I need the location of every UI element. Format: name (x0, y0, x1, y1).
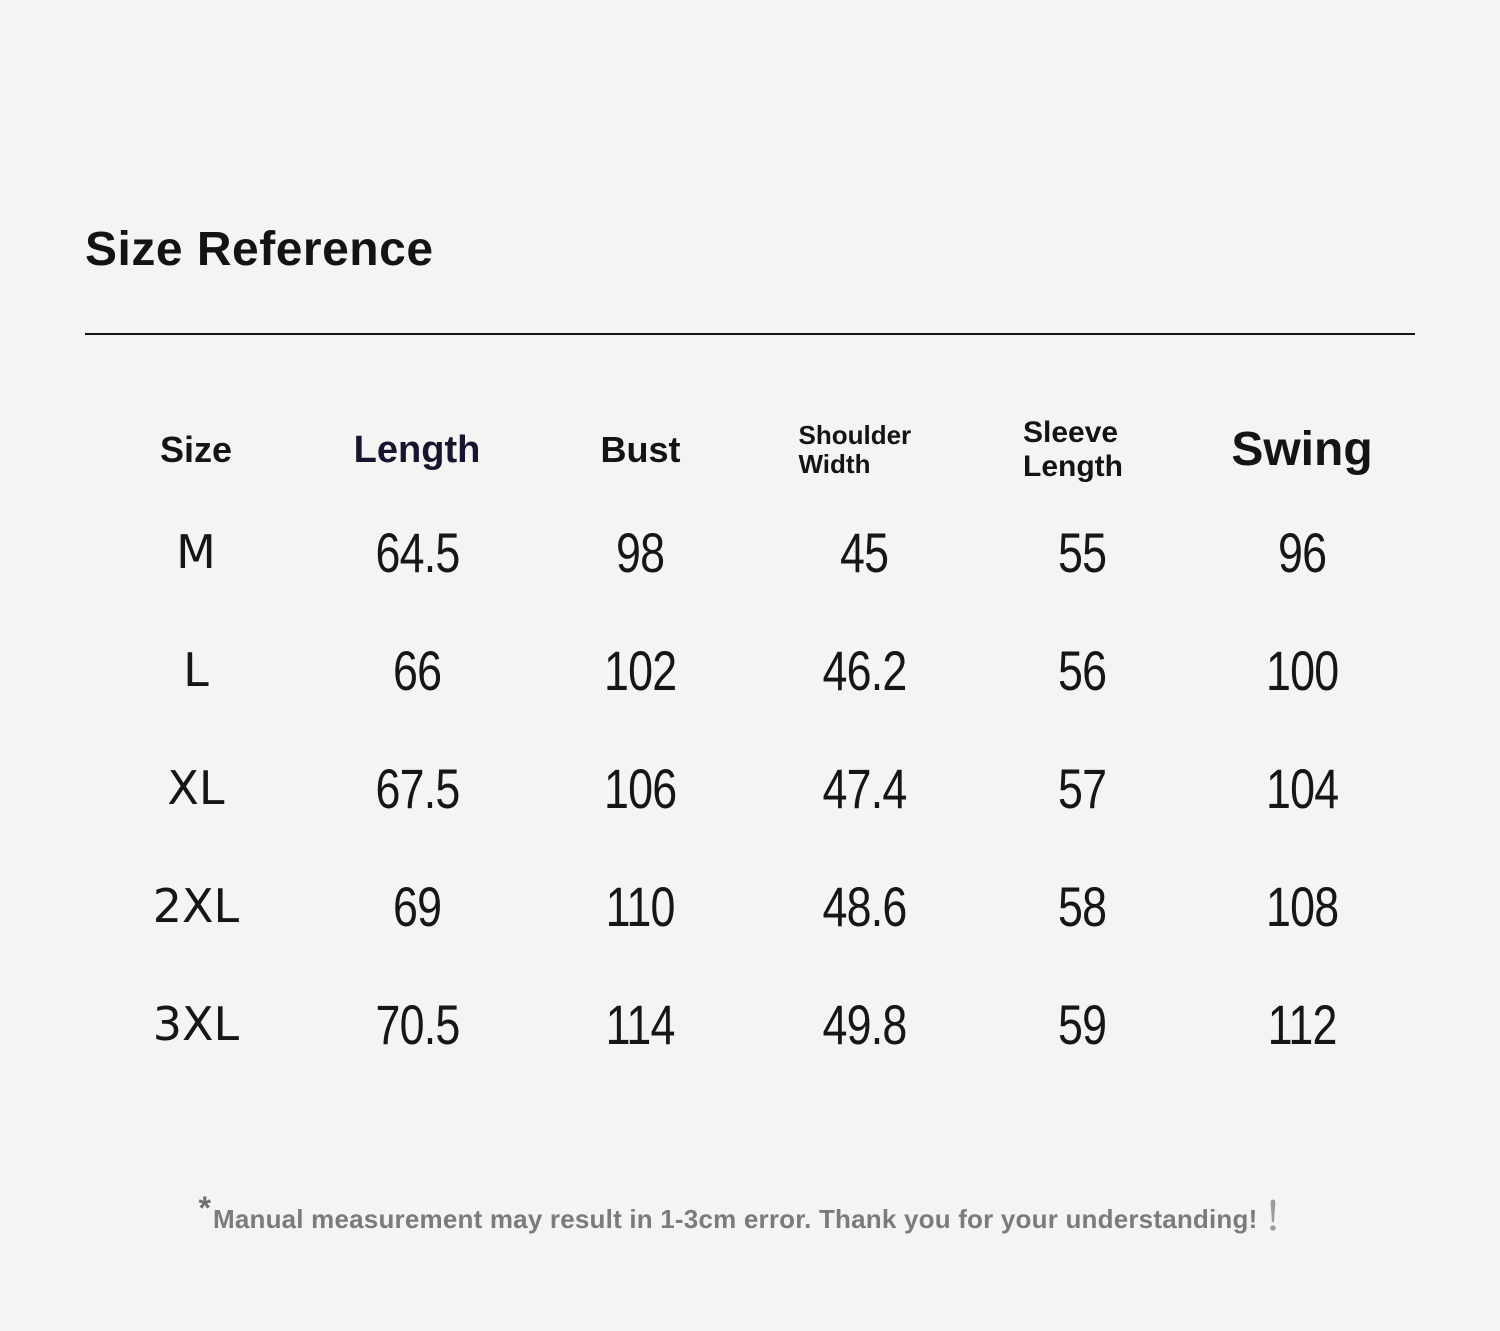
swing-cell: 112 (1267, 992, 1337, 1056)
swing-cell: 108 (1265, 874, 1339, 938)
size-cell: 3XL (152, 997, 240, 1051)
shoulder-width-cell: 45 (840, 520, 889, 584)
table-row-m (85, 493, 1415, 611)
footnote-exclamation: ！ (1263, 1197, 1302, 1239)
table-row-2xl (85, 847, 1415, 965)
sleeve-length-cell: 55 (1057, 520, 1107, 584)
table-header-row (85, 407, 1415, 493)
bust-cell: 98 (616, 520, 665, 584)
table-row-xl (85, 729, 1415, 847)
column-header-shoulder-width: Shoulder Width (798, 419, 912, 479)
table-row-l (85, 611, 1415, 729)
bust-cell: 110 (605, 874, 676, 938)
bust-cell: 114 (605, 992, 676, 1056)
shoulder-width-cell: 49.8 (822, 992, 907, 1056)
shoulder-width-cell: 47.4 (822, 756, 907, 820)
sleeve-length-cell: 57 (1057, 756, 1107, 820)
table-row-3xl (85, 965, 1415, 1083)
bust-cell: 102 (604, 638, 677, 702)
column-header-bust: Bust (600, 428, 681, 470)
shoulder-width-cell: 46.2 (822, 638, 907, 702)
footnote-text: Manual measurement may result in 1-3cm error. Thank you for your understanding! (212, 1204, 1258, 1234)
sleeve-length-cell: 59 (1057, 992, 1107, 1056)
length-cell: 66 (392, 638, 442, 702)
sleeve-length-cell: 58 (1057, 874, 1107, 938)
footnote (0, 1186, 1500, 1241)
length-cell: 67.5 (375, 756, 459, 820)
size-table (85, 407, 1415, 1083)
divider-line (85, 333, 1415, 335)
swing-cell: 100 (1265, 638, 1339, 702)
bust-cell: 106 (604, 756, 677, 820)
size-cell: XL (167, 761, 225, 815)
size-cell: M (176, 525, 216, 579)
swing-cell: 96 (1277, 520, 1327, 584)
size-cell: 2XL (152, 879, 240, 933)
swing-cell: 104 (1265, 756, 1339, 820)
column-header-size: Size (159, 428, 233, 470)
sleeve-length-cell: 56 (1057, 638, 1107, 702)
page-title: Size Reference (85, 223, 434, 276)
length-cell: 64.5 (375, 520, 459, 584)
column-header-sleeve-length: Sleeve Length (1023, 416, 1123, 483)
column-header-swing: Swing (1231, 423, 1373, 477)
column-header-length: Length (353, 428, 481, 471)
size-cell: L (183, 643, 209, 697)
length-cell: 69 (392, 874, 442, 938)
length-cell: 70.5 (375, 992, 459, 1056)
footnote-asterisk: * (198, 1190, 211, 1226)
shoulder-width-cell: 48.6 (822, 874, 907, 938)
